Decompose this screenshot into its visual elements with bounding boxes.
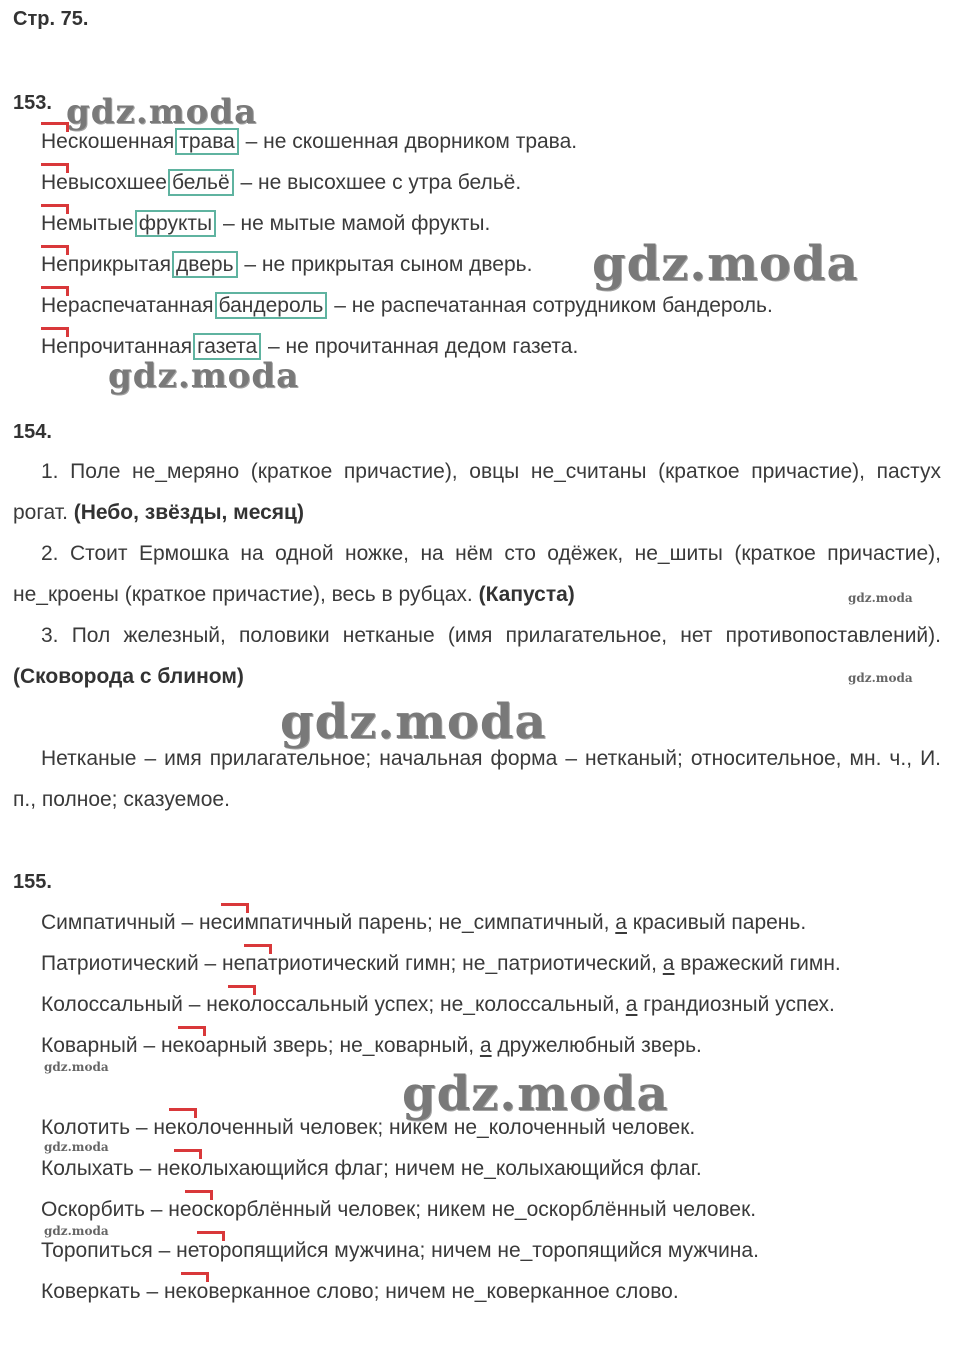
ex155-verb-line: Колотить – неколоченный человек; никем не_колоченный человек. [41, 1116, 696, 1139]
ex153-rest: – не прочитанная дедом газета. [262, 335, 579, 358]
exercise-153-number: 153. [13, 92, 52, 114]
ex153-line [41, 293, 773, 319]
ex155-verb-line: Торопиться – неторопящийся мужчина; ничем не_торопящийся мужчина. [41, 1239, 759, 1262]
prefix-mark [181, 1272, 209, 1282]
ex153-word: Непрочитанная [41, 335, 193, 358]
exercise-155-number: 155. [13, 871, 52, 893]
ex153-word: Невысохшее [41, 171, 167, 194]
adj-text: красивый парень. [626, 911, 807, 934]
page-title: Стр. 75. [13, 8, 89, 30]
prefix-mark [228, 985, 256, 995]
adj-text: Симпатичный – несимпатичный парень; не_симпатичный, [41, 911, 616, 934]
riddle-answer: (Сковорода с блином) [13, 665, 244, 688]
ex153-word: Нераспечатанная [41, 294, 214, 317]
adj-text: грандиозный успех. [637, 993, 835, 1016]
adj-text: вражеский гимн. [674, 952, 841, 975]
ex153-rest: – не прикрытая сыном дверь. [238, 253, 533, 276]
ex153-boxed-noun: фрукты [135, 210, 216, 237]
ex155-verb-line: Коверкать – нековерканное слово; ничем не_коверканное слово. [41, 1280, 679, 1303]
watermark-logo: gdz.moda [66, 92, 258, 132]
ex153-rest: – не высохшее с утра бельё. [234, 171, 522, 194]
conjunction-underlined: а [615, 911, 627, 934]
riddle-answer: (Капуста) [478, 583, 575, 606]
ex153-rest: – не распечатанная сотрудником бандероль. [328, 294, 773, 317]
prefix-mark [178, 1026, 206, 1036]
conjunction-underlined: а [662, 952, 675, 975]
ex153-boxed-noun: бандероль [215, 292, 328, 319]
watermark-logo: gdz.moda [848, 591, 913, 605]
watermark-logo: gdz.moda [402, 1066, 669, 1122]
exercise-154-number: 154. [13, 421, 52, 443]
conjunction-underlined: а [625, 993, 638, 1016]
ex154-riddle-1 [13, 451, 941, 533]
prefix-mark [185, 1190, 213, 1200]
prefix-mark [221, 903, 249, 913]
ex153-boxed-noun: газета [193, 333, 261, 360]
ex153-word: Нескошенная [41, 130, 175, 153]
ex153-line [41, 170, 521, 196]
ex155-verb-line: Оскорбить – неоскорблённый человек; никем не_оскорблённый человек. [41, 1198, 757, 1221]
prefix-mark [41, 286, 69, 296]
prefix-mark [41, 163, 69, 173]
prefix-mark [244, 944, 272, 954]
prefix-mark [41, 327, 69, 337]
ex153-line [41, 211, 490, 237]
ex154-analysis: Нетканые – имя прилагательное; начальная форма – нетканый; относительное, мн. ч., И. п., полное; сказуемое. [13, 747, 941, 811]
watermark-logo: gdz.moda [108, 356, 300, 396]
ex153-word: Немытые [41, 212, 134, 235]
watermark-logo: gdz.moda [44, 1224, 109, 1238]
ex154-riddle-3 [13, 615, 941, 697]
ex155-verb-line: Колыхать – неколыхающийся флаг; ничем не_колыхающийся флаг. [41, 1157, 702, 1180]
riddle-answer: (Небо, звёзды, месяц) [73, 501, 304, 524]
prefix-mark [41, 204, 69, 214]
ex155-adj-line [41, 910, 806, 936]
ex153-line [41, 129, 577, 155]
prefix-mark [174, 1149, 202, 1159]
prefix-mark [41, 122, 69, 132]
ex153-boxed-noun: дверь [172, 251, 237, 278]
riddle-text: 2. Стоит Ермошка на одной ножке, на нём сто одёжек, не_шиты (краткое причастие), не_кроены (краткое причастие), весь в рубцах. [13, 542, 941, 606]
prefix-mark [169, 1108, 197, 1118]
watermark-logo: gdz.moda [848, 671, 913, 685]
watermark-logo: gdz.moda [44, 1060, 109, 1074]
watermark-logo: gdz.moda [44, 1140, 109, 1154]
ex153-line [41, 252, 532, 278]
ex153-word: Неприкрытая [41, 253, 172, 276]
watermark-logo: gdz.moda [280, 694, 547, 750]
ex155-adj-line [41, 1033, 702, 1059]
watermark-logo: gdz.moda [592, 236, 859, 292]
adj-text: дружелюбный зверь. [491, 1034, 702, 1057]
conjunction-underlined: а [479, 1034, 492, 1057]
prefix-mark [197, 1231, 225, 1241]
riddle-text: 3. Пол железный, половики нетканые (имя прилагательное, нет противопоставлений). [41, 624, 941, 647]
adj-text: Колоссальный – неколоссальный успех; не_колоссальный, [41, 993, 626, 1016]
ex154-riddle-2 [13, 533, 941, 615]
riddle-text: 1. Поле не_меряно (краткое причастие), овцы не_считаны (краткое причастие), пастух рогат. [13, 460, 941, 524]
ex155-adj-line [41, 992, 835, 1018]
prefix-mark [41, 245, 69, 255]
adj-text: Коварный – некоарный зверь; не_коварный, [41, 1034, 480, 1057]
ex153-boxed-noun: бельё [168, 169, 234, 196]
adj-text: Патриотический – непатриотический гимн; не_патриотический, [41, 952, 663, 975]
ex153-rest: – не скошенная дворником трава. [239, 130, 578, 153]
ex153-rest: – не мытые мамой фрукты. [217, 212, 491, 235]
ex155-adj-line [41, 951, 841, 977]
ex153-boxed-noun: трава [175, 128, 239, 155]
